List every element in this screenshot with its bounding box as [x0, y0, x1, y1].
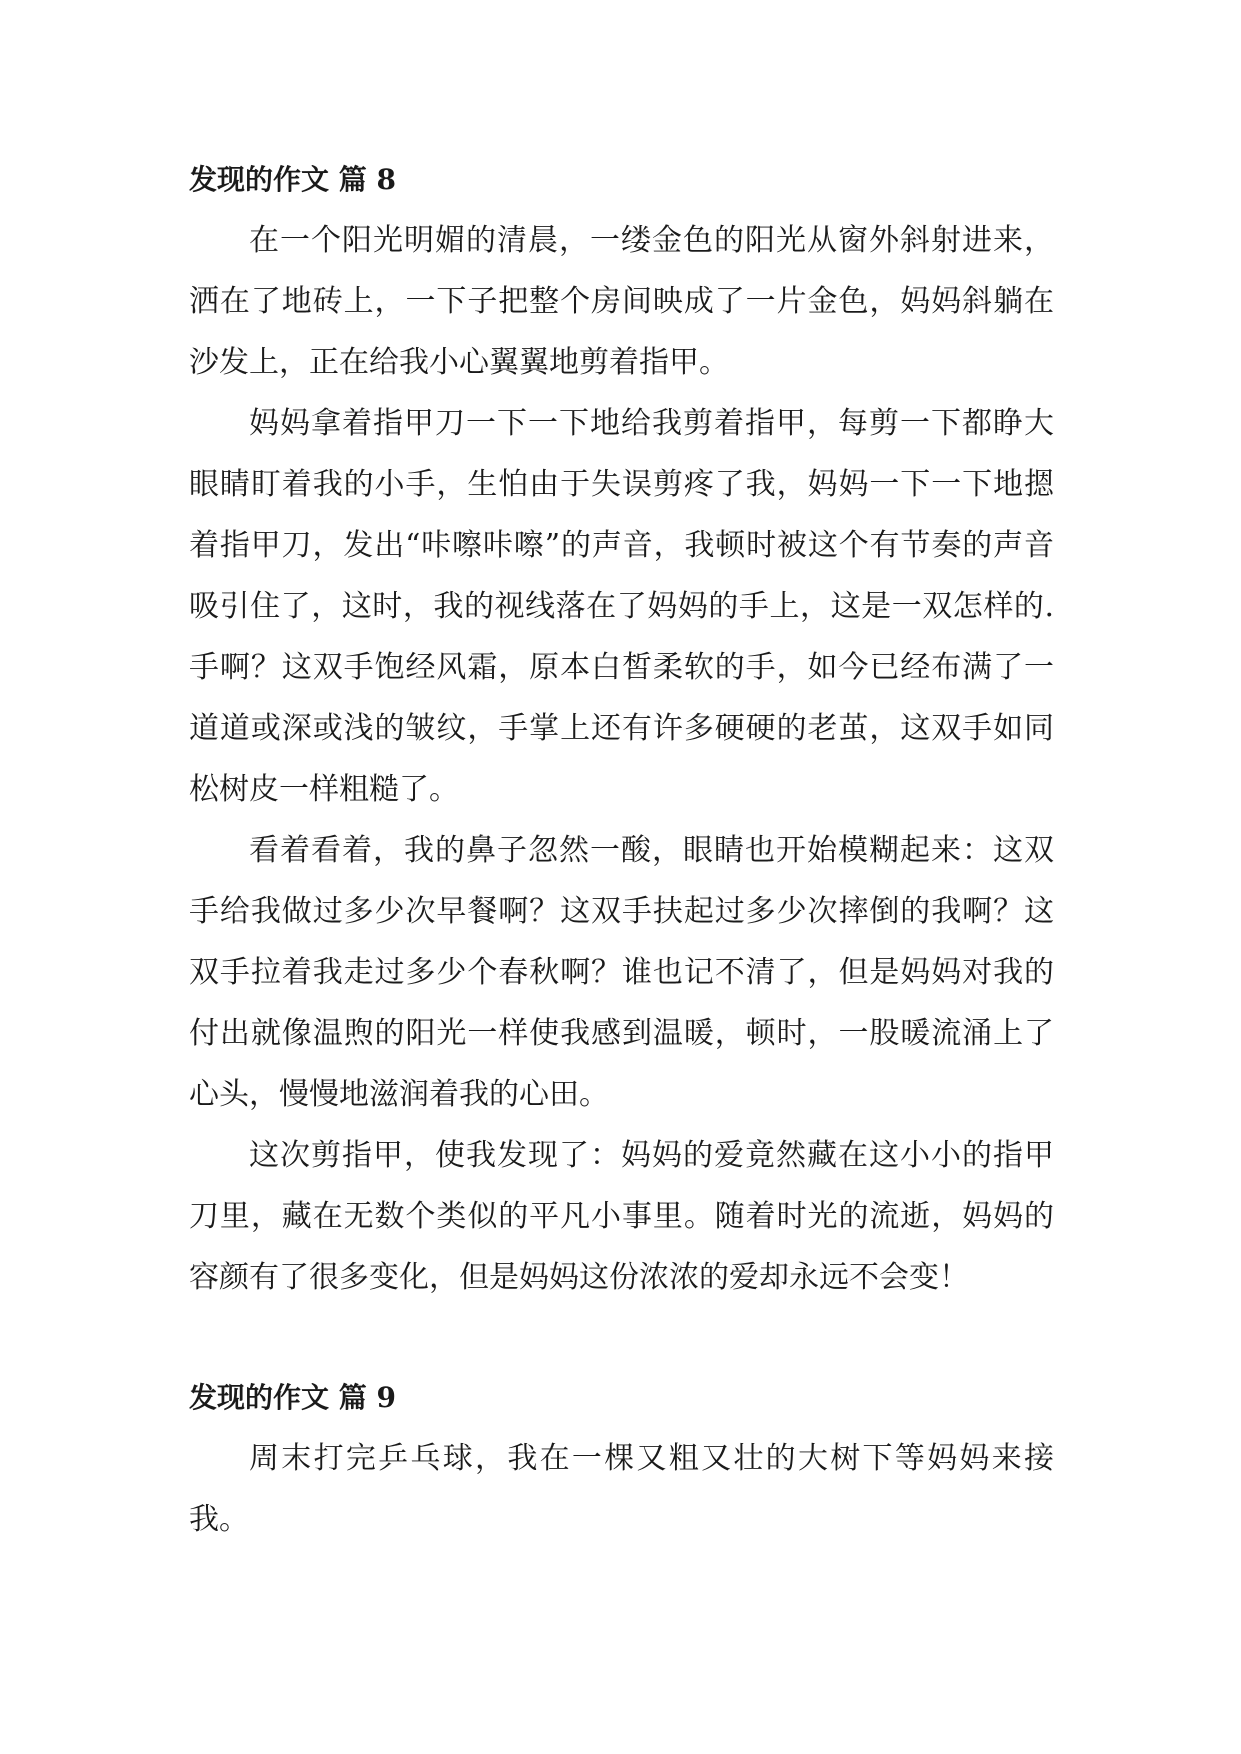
paragraph: 看着看着，我的鼻子忽然一酸，眼睛也开始模糊起来：这双手给我做过多少次早餐啊？这双手扶起过多少次摔倒的我啊？这双手拉着我走过多少个春秋啊？谁也记不清了，但是妈妈对我的付出就像温煦的阳光一样使我感到温暖，顿时，一股暖流涌上了心头，慢慢地滋润着我的心田。 — [189, 833, 1054, 1112]
essay-section-9 — [189, 1368, 1054, 1550]
section-title: 发现的作文 篇 9 — [189, 1381, 396, 1414]
document-page — [189, 150, 1054, 1550]
section-spacer — [189, 1308, 1054, 1368]
paragraph: 周末打完乒乓球，我在一棵又粗又壮的大树下等妈妈来接我。 — [189, 1441, 1054, 1537]
paragraph: 妈妈拿着指甲刀一下一下地给我剪着指甲，每剪一下都睁大眼睛盯着我的小手，生怕由于失误剪疼了我，妈妈一下一下地摁着指甲刀，发出“咔嚓咔嚓”的声音，我顿时被这个有节奏的声音吸引住了，这时，我的视线落在了妈妈的手上，这是一双怎样的.手啊？这双手饱经风霜，原本白皙柔软的手，如今已经布满了一道道或深或浅的皱纹，手掌上还有许多硬硬的老茧，这双手如同松树皮一样粗糙了。 — [189, 406, 1054, 807]
paragraph: 这次剪指甲，使我发现了：妈妈的爱竟然藏在这小小的指甲刀里，藏在无数个类似的平凡小事里。随着时光的流逝，妈妈的容颜有了很多变化，但是妈妈这份浓浓的爱却永远不会变！ — [189, 1138, 1054, 1295]
section-title: 发现的作文 篇 8 — [189, 163, 396, 196]
paragraph: 在一个阳光明媚的清晨，一缕金色的阳光从窗外斜射进来，洒在了地砖上，一下子把整个房间映成了一片金色，妈妈斜躺在沙发上，正在给我小心翼翼地剪着指甲。 — [189, 223, 1054, 380]
essay-section-8 — [189, 150, 1054, 1308]
